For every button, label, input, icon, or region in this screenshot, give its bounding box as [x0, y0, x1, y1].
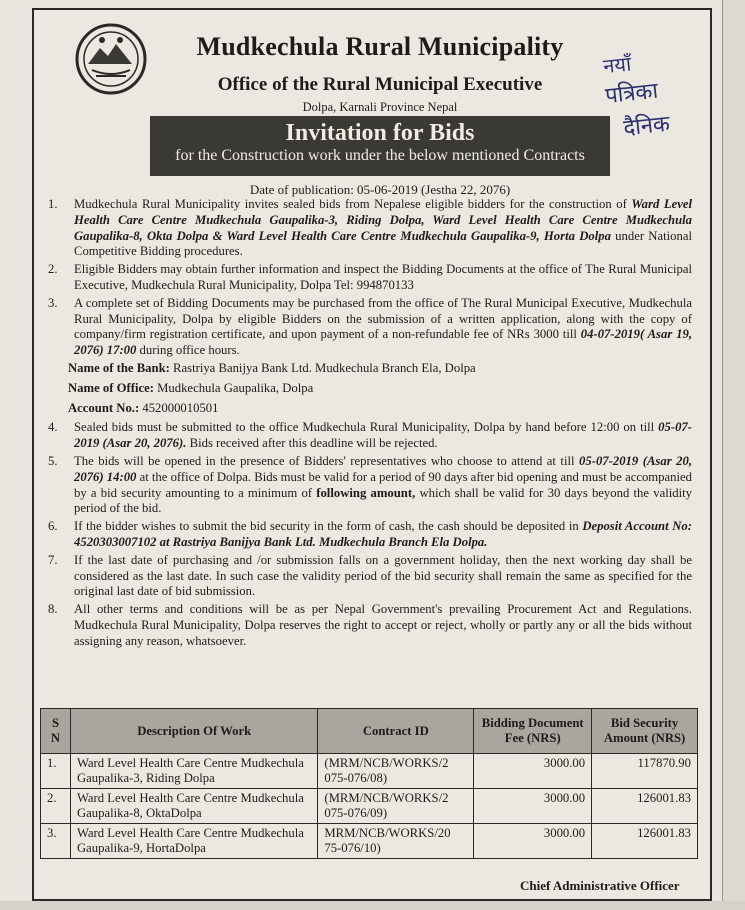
item-text-segment: The bids will be opened in the presence of Bidders' representatives who choose to attend at till	[74, 453, 580, 468]
item-text-segment: A complete set of Bidding Documents may be purchased from the office of The Rural Municipal Executive, Mudkechula Rural Municipality, Dolpa by eligible Bidders on the submission of a written application, along with the copy of company/firm registration certificate, and upon payment of a non-refundable fee of NRs 3000 till	[74, 295, 692, 342]
notice-title: Invitation for Bids	[285, 120, 475, 146]
item-text-segment: 04-07-2019( Asar 19, 2076) 17:00	[74, 327, 692, 358]
item-text-segment: following amount,	[316, 485, 416, 500]
item-text	[74, 454, 692, 517]
item-text	[74, 602, 692, 649]
table-row	[41, 789, 698, 824]
item-text	[74, 553, 692, 600]
item-text	[74, 296, 692, 359]
col-header-bid-security: Bid Security Amount (NRS)	[592, 709, 698, 754]
cell-doc-fee: 3000.00	[474, 754, 592, 789]
cell-bid-security: 126001.83	[592, 824, 698, 859]
item-text-segment: All other terms and conditions will be as per Nepal Government's prevailing Procurement Act and Regulations. Mudkechula Rural Municipality, Dolpa reserves the right to accept or reject, wholly or partly any or all the bids without assigning any reason, whatsoever.	[74, 602, 692, 648]
bank-details	[68, 361, 692, 416]
item-text-segment: Sealed bids must be submitted to the office Mudkechula Rural Municipality, Dolpa by hand before 12:00 on till	[74, 420, 659, 435]
cell-contract-id: (MRM/NCB/WORKS/2 075-076/08)	[318, 754, 474, 789]
item-number: 1.	[48, 197, 58, 211]
item-number: 4.	[48, 420, 58, 435]
publication-date: Date of publication: 05-06-2019 (Jestha 22, 2076)	[249, 182, 511, 197]
item-number: 2.	[48, 262, 58, 277]
col-header-contract-id: Contract ID	[318, 709, 474, 754]
title-banner	[150, 116, 610, 176]
adjacent-page-edge	[722, 0, 745, 910]
handwritten-line-2: पत्रिका	[604, 78, 660, 110]
list-item	[42, 519, 692, 551]
item-text-segment: If the bidder wishes to submit the bid security in the form of cash, the cash should be deposited in	[74, 519, 583, 534]
item-text	[74, 262, 692, 294]
item-text-segment: Eligible Bidders may obtain further information and inspect the Bidding Documents at the office of The Rural Municipal Executive, Mudkechula Rural Municipality, Dolpa Tel: 994870133	[74, 262, 692, 292]
col-header-doc-fee: Bidding Document Fee (NRS)	[474, 709, 592, 754]
signoff: Chief Administrative Officer	[520, 878, 680, 893]
contracts-table	[40, 708, 698, 859]
cell-description: Ward Level Health Care Centre Mudkechula Gaupalika-9, HortaDolpa	[70, 824, 317, 859]
item-number: 6.	[48, 519, 58, 534]
cell-contract-id: (MRM/NCB/WORKS/2 075-076/09)	[318, 789, 474, 824]
list-item	[42, 602, 692, 649]
item-number: 8.	[48, 602, 58, 617]
item-text	[74, 519, 692, 551]
item-text-segment: which shall be valid for 30 days beyond the validity period of the bid.	[74, 485, 692, 516]
item-number: 3.	[48, 295, 58, 310]
bank-label: Name of the Bank:	[68, 360, 170, 375]
list-item	[42, 420, 692, 452]
col-header-description: Description Of Work	[70, 709, 317, 754]
item-text-segment: Ward Level Health Care Centre Mudkechula Gaupalika-3, Riding Dolpa, Ward Level Health Care Centre Mudkechula Gaupalika-8, Okta Dolpa & Ward Level Health Care Centre Mudkechula Gaupalika-9, Horta Dolpa	[74, 197, 692, 243]
account-row	[68, 401, 692, 417]
item-text	[74, 420, 692, 452]
notice-body	[42, 197, 692, 652]
items-list-a	[42, 197, 692, 359]
table-header-row	[41, 709, 698, 754]
page-bottom-strip	[0, 901, 745, 910]
cell-bid-security: 117870.90	[592, 754, 698, 789]
cell-bid-security: 126001.83	[592, 789, 698, 824]
cell-contract-id: MRM/NCB/WORKS/20 75-076/10)	[318, 824, 474, 859]
item-text-segment: under National Competitive Bidding procedures.	[74, 228, 692, 259]
item-text-segment: Bids received after this deadline will be rejected.	[186, 436, 438, 451]
items-list-b	[42, 420, 692, 649]
cell-sn: 1.	[41, 754, 71, 789]
item-text-segment: during office hours.	[136, 343, 240, 358]
list-item	[42, 454, 692, 517]
handwritten-line-3: दैनिक	[622, 111, 672, 142]
item-text-segment: 05-07-2019 (Asar 20, 2076) 14:00	[74, 453, 692, 484]
bank-value: Rastriya Banijya Bank Ltd. Mudkechula Branch Ela, Dolpa	[169, 360, 476, 375]
item-text	[74, 197, 692, 260]
table-row	[41, 824, 698, 859]
cell-doc-fee: 3000.00	[474, 824, 592, 859]
item-text-segment: Deposit Account No: 4520303007102 at Rastriya Banijya Bank Ltd. Mudkechula Branch Ela Dolpa.	[74, 519, 692, 549]
item-text-segment: 05-07-2019 (Asar 20, 2076).	[74, 420, 692, 451]
list-item	[42, 553, 692, 600]
notice-subtitle: for the Construction work under the below mentioned Contracts	[175, 147, 585, 164]
office-name-row	[68, 381, 692, 397]
list-item	[42, 197, 692, 260]
item-number: 5.	[48, 453, 58, 468]
item-text-segment: at the office of Dolpa. Bids must be valid for a period of 90 days after bid opening and must be accompanied by a bid security amounting to a minimum of	[74, 469, 692, 500]
cell-sn: 2.	[41, 789, 71, 824]
cell-description: Ward Level Health Care Centre Mudkechula Gaupalika-8, OktaDolpa	[70, 789, 317, 824]
account-value: 452000010501	[139, 400, 219, 415]
col-header-sn: S N	[41, 709, 71, 754]
location: Dolpa, Karnali Province Nepal	[302, 100, 458, 114]
cell-description: Ward Level Health Care Centre Mudkechula Gaupalika-3, Riding Dolpa	[70, 754, 317, 789]
item-text-segment: If the last date of purchasing and /or submission falls on a government holiday, then the next working day shall be considered as the last date. In such case the validity period of the bid security shall remain the same as specified for the original last date of bid submission.	[74, 552, 692, 599]
bank-name-row	[68, 361, 692, 377]
item-text-segment: Mudkechula Rural Municipality invites sealed bids from Nepalese eligible bidders for the construction of	[74, 197, 632, 211]
cell-doc-fee: 3000.00	[474, 789, 592, 824]
list-item	[42, 262, 692, 294]
account-label: Account No.:	[68, 400, 140, 415]
office-label: Name of Office:	[68, 380, 154, 395]
list-item	[42, 296, 692, 359]
handwritten-note	[595, 42, 715, 142]
handwritten-line-1: नयाँ	[602, 51, 633, 79]
municipality-name: Mudkechula Rural Municipality	[196, 32, 564, 61]
cell-sn: 3.	[41, 824, 71, 859]
table-row	[41, 754, 698, 789]
item-number: 7.	[48, 552, 58, 567]
nepal-emblem-logo	[72, 20, 150, 98]
office-value: Mudkechula Gaupalika, Dolpa	[153, 380, 314, 395]
office-name: Office of the Rural Municipal Executive	[217, 74, 543, 95]
